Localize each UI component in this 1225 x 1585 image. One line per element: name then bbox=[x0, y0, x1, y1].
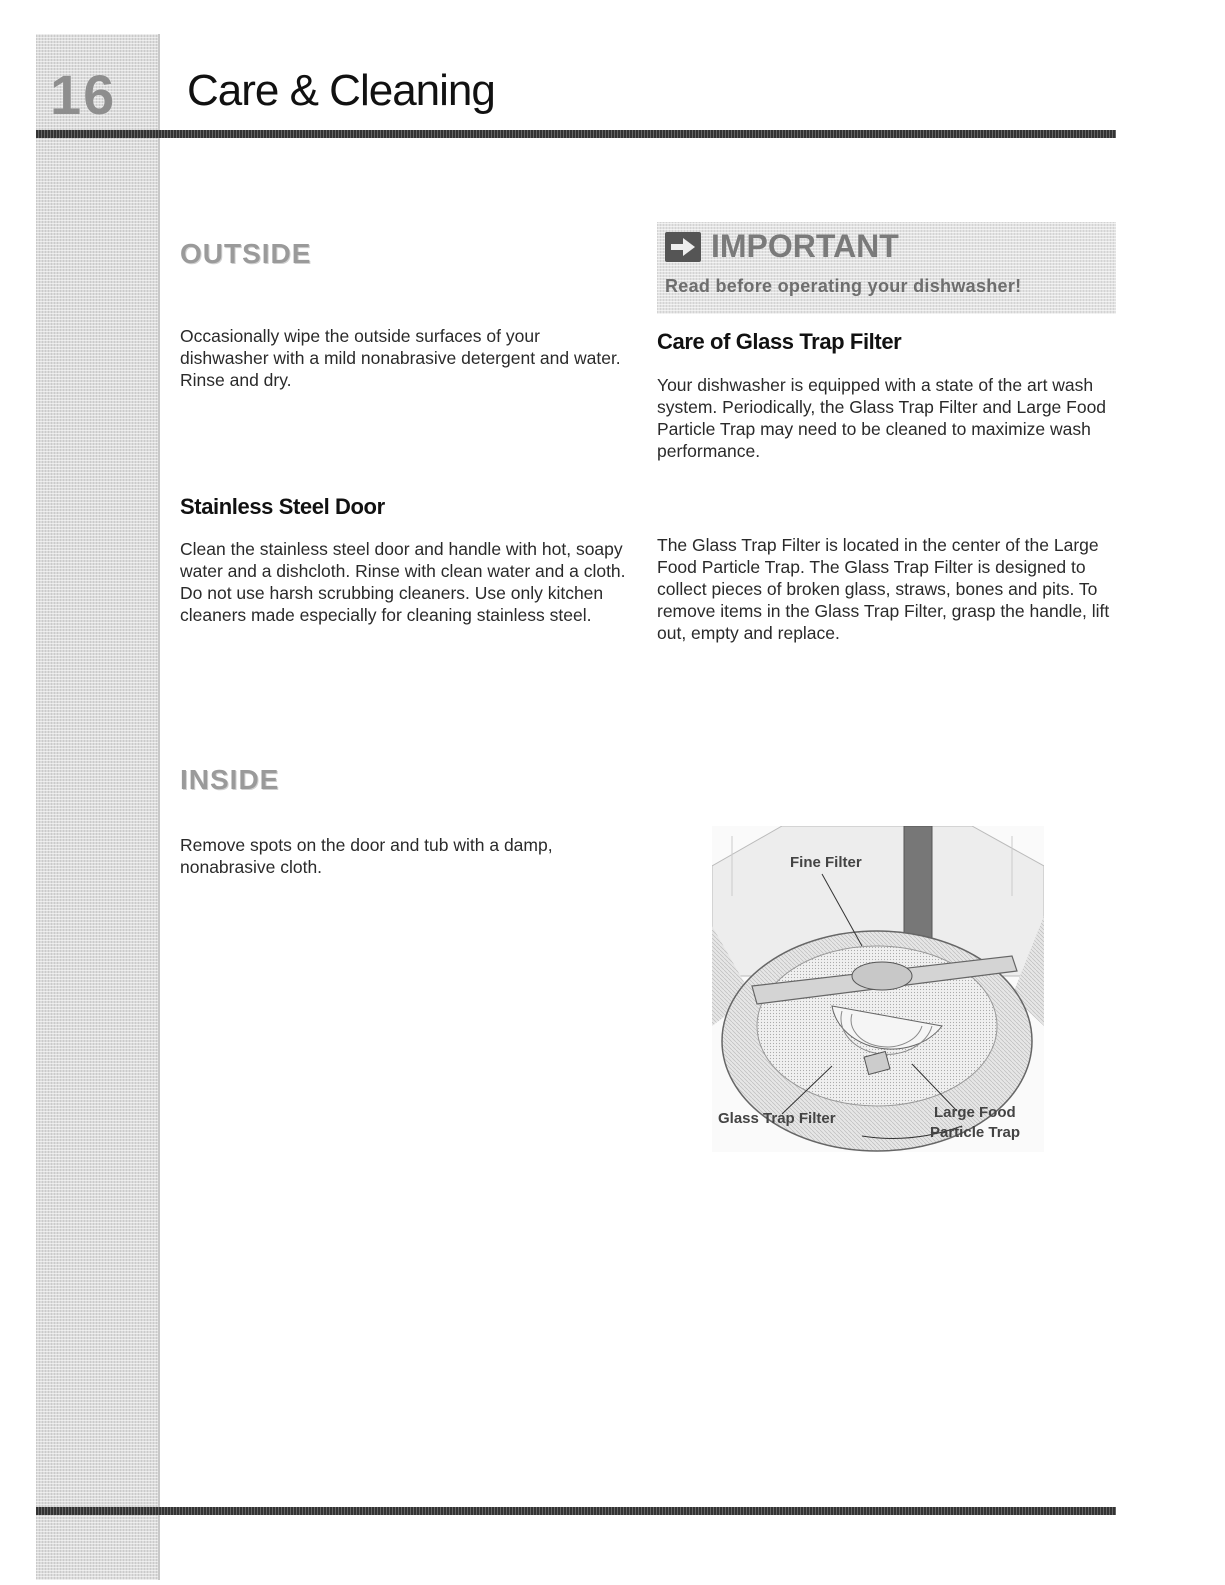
inside-heading: INSIDE bbox=[180, 764, 280, 795]
header-rule bbox=[36, 130, 1116, 138]
important-title: IMPORTANT bbox=[711, 228, 899, 264]
footer-rule bbox=[36, 1507, 1116, 1515]
stainless-heading: Stainless Steel Door bbox=[180, 494, 385, 519]
page-sidebar bbox=[36, 34, 160, 1580]
inside-text: Remove spots on the door and tub with a damp, nonabrasive cloth. bbox=[180, 835, 553, 877]
stainless-text: Clean the stainless steel door and handle with hot, soapy water and a dishcloth. Rinse with clean water and a cloth. Do not use harsh scrubbing cleaners. Use only kitchen cleaners made especially for cleaning stainless steel. bbox=[180, 539, 626, 625]
fine-filter-label: Fine Filter bbox=[790, 854, 862, 871]
page-title: Care & Cleaning bbox=[187, 66, 495, 115]
glass-trap-paragraph-1: Your dishwasher is equipped with a state of the art wash system. Periodically, the Glass Trap Filter and Large Food Particle Trap may need to be cleaned to maximize wash performance. bbox=[657, 375, 1107, 461]
outside-heading: OUTSIDE bbox=[180, 238, 312, 269]
glass-trap-filter-label: Glass Trap Filter bbox=[718, 1110, 836, 1127]
filter-diagram bbox=[712, 826, 1044, 1152]
important-subtitle: Read before operating your dishwasher! bbox=[665, 276, 1022, 296]
important-banner bbox=[657, 222, 1116, 314]
page-number: 16 bbox=[50, 63, 117, 126]
large-food-label: Large Food bbox=[934, 1104, 1016, 1121]
outside-text: Occasionally wipe the outside surfaces of your dishwasher with a mild nonabrasive detergent and water. Rinse and dry. bbox=[180, 326, 621, 390]
particle-trap-label: Particle Trap bbox=[930, 1124, 1021, 1141]
glass-trap-heading: Care of Glass Trap Filter bbox=[657, 329, 902, 354]
glass-trap-paragraph-2: The Glass Trap Filter is located in the center of the Large Food Particle Trap. The Glass Trap Filter is designed to collect pieces of broken glass, straws, bones and pits. To remove items in the Glass Trap Filter, grasp the handle, lift out, empty and replace. bbox=[657, 535, 1110, 643]
arrow-right-icon bbox=[665, 232, 701, 262]
